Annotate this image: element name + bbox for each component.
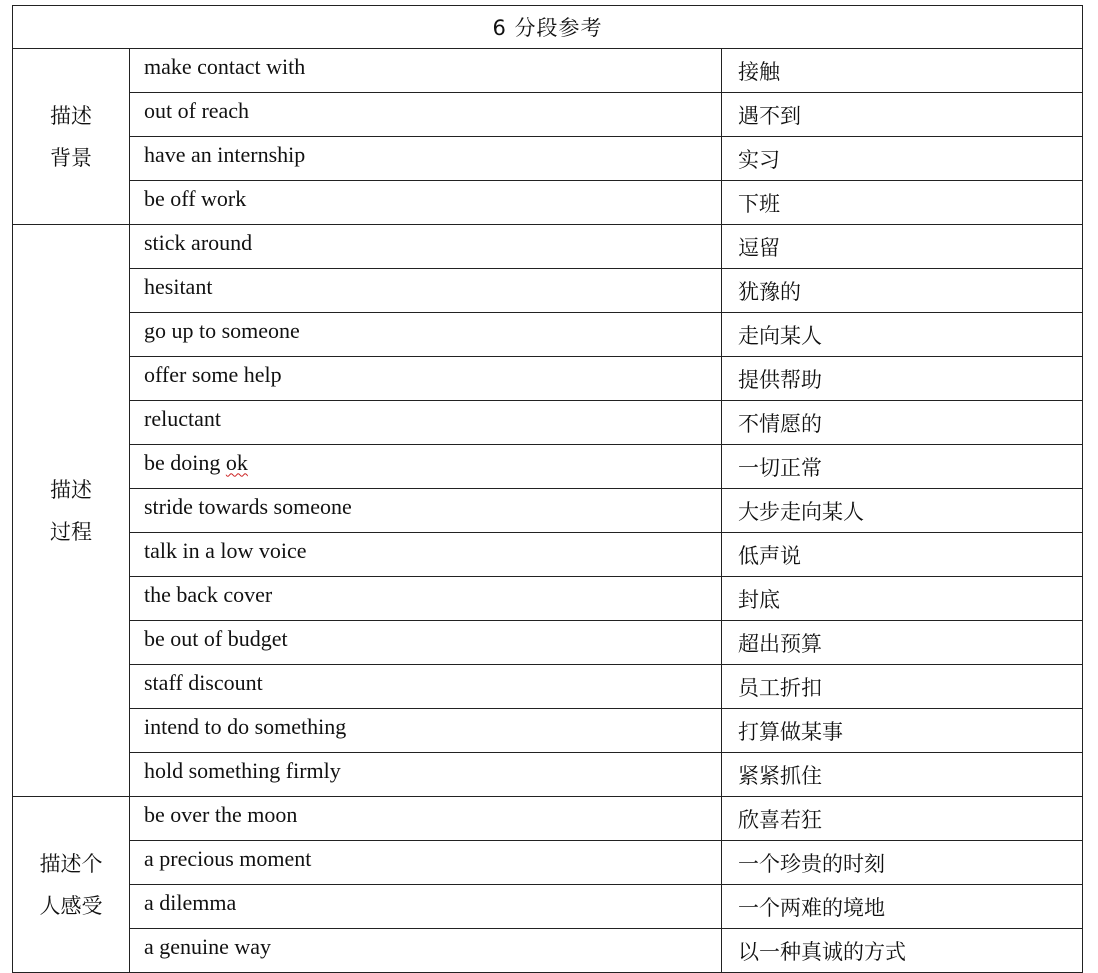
chinese-meaning: 欣喜若狂 — [722, 797, 1083, 841]
table-row — [13, 797, 1083, 841]
english-phrase: the back cover — [130, 577, 722, 621]
english-phrase: hesitant — [130, 269, 722, 313]
english-phrase: out of reach — [130, 93, 722, 137]
vocabulary-table — [12, 5, 1083, 973]
chinese-meaning: 走向某人 — [722, 313, 1083, 357]
english-phrase: be off work — [130, 181, 722, 225]
table-title: 6 分段参考 — [13, 6, 1083, 49]
table-row — [13, 93, 1083, 137]
english-phrase: hold something firmly — [130, 753, 722, 797]
english-phrase: stride towards someone — [130, 489, 722, 533]
category-label-line: 描述 — [50, 103, 92, 128]
english-phrase-prefix: be doing — [144, 449, 226, 475]
table-row — [13, 753, 1083, 797]
spellcheck-flagged-word: ok — [225, 449, 248, 475]
chinese-meaning: 遇不到 — [722, 93, 1083, 137]
english-phrase: offer some help — [130, 357, 722, 401]
title-row — [13, 6, 1083, 49]
table-row — [13, 489, 1083, 533]
chinese-meaning: 以一种真诚的方式 — [722, 929, 1083, 973]
chinese-meaning: 员工折扣 — [722, 665, 1083, 709]
chinese-meaning: 大步走向某人 — [722, 489, 1083, 533]
category-label-line: 背景 — [50, 145, 92, 170]
table-row — [13, 313, 1083, 357]
chinese-meaning: 不情愿的 — [722, 401, 1083, 445]
table-row — [13, 401, 1083, 445]
table-row — [13, 445, 1083, 489]
table-row — [13, 577, 1083, 621]
chinese-meaning: 封底 — [722, 577, 1083, 621]
chinese-meaning: 逗留 — [722, 225, 1083, 269]
table-row — [13, 621, 1083, 665]
english-phrase: a precious moment — [130, 841, 722, 885]
table-row — [13, 269, 1083, 313]
english-phrase: reluctant — [130, 401, 722, 445]
chinese-meaning: 低声说 — [722, 533, 1083, 577]
english-phrase: go up to someone — [130, 313, 722, 357]
english-phrase: have an internship — [130, 137, 722, 181]
english-phrase: staff discount — [130, 665, 722, 709]
english-phrase: make contact with — [130, 49, 722, 93]
table-row — [13, 181, 1083, 225]
chinese-meaning: 下班 — [722, 181, 1083, 225]
table-row — [13, 357, 1083, 401]
table-row — [13, 885, 1083, 929]
table-row — [13, 137, 1083, 181]
table-row — [13, 225, 1083, 269]
chinese-meaning: 提供帮助 — [722, 357, 1083, 401]
category-label-line: 过程 — [50, 519, 92, 544]
category-cell-feelings — [13, 797, 130, 973]
english-phrase: stick around — [130, 225, 722, 269]
chinese-meaning: 接触 — [722, 49, 1083, 93]
category-label-line: 人感受 — [39, 893, 103, 918]
chinese-meaning: 犹豫的 — [722, 269, 1083, 313]
chinese-meaning: 超出预算 — [722, 621, 1083, 665]
english-phrase — [130, 445, 722, 489]
table-row — [13, 841, 1083, 885]
english-phrase: a dilemma — [130, 885, 722, 929]
table-row — [13, 665, 1083, 709]
chinese-meaning: 一切正常 — [722, 445, 1083, 489]
category-label-line: 描述 — [50, 477, 92, 502]
table-row — [13, 929, 1083, 973]
table-row — [13, 709, 1083, 753]
chinese-meaning: 一个珍贵的时刻 — [722, 841, 1083, 885]
table-row — [13, 533, 1083, 577]
english-phrase: a genuine way — [130, 929, 722, 973]
chinese-meaning: 实习 — [722, 137, 1083, 181]
english-phrase: be out of budget — [130, 621, 722, 665]
english-phrase: talk in a low voice — [130, 533, 722, 577]
chinese-meaning: 一个两难的境地 — [722, 885, 1083, 929]
chinese-meaning: 打算做某事 — [722, 709, 1083, 753]
table-row — [13, 49, 1083, 93]
category-cell-process — [13, 225, 130, 797]
english-phrase: intend to do something — [130, 709, 722, 753]
category-label-line: 描述个 — [39, 851, 103, 876]
english-phrase: be over the moon — [130, 797, 722, 841]
category-cell-background — [13, 49, 130, 225]
chinese-meaning: 紧紧抓住 — [722, 753, 1083, 797]
